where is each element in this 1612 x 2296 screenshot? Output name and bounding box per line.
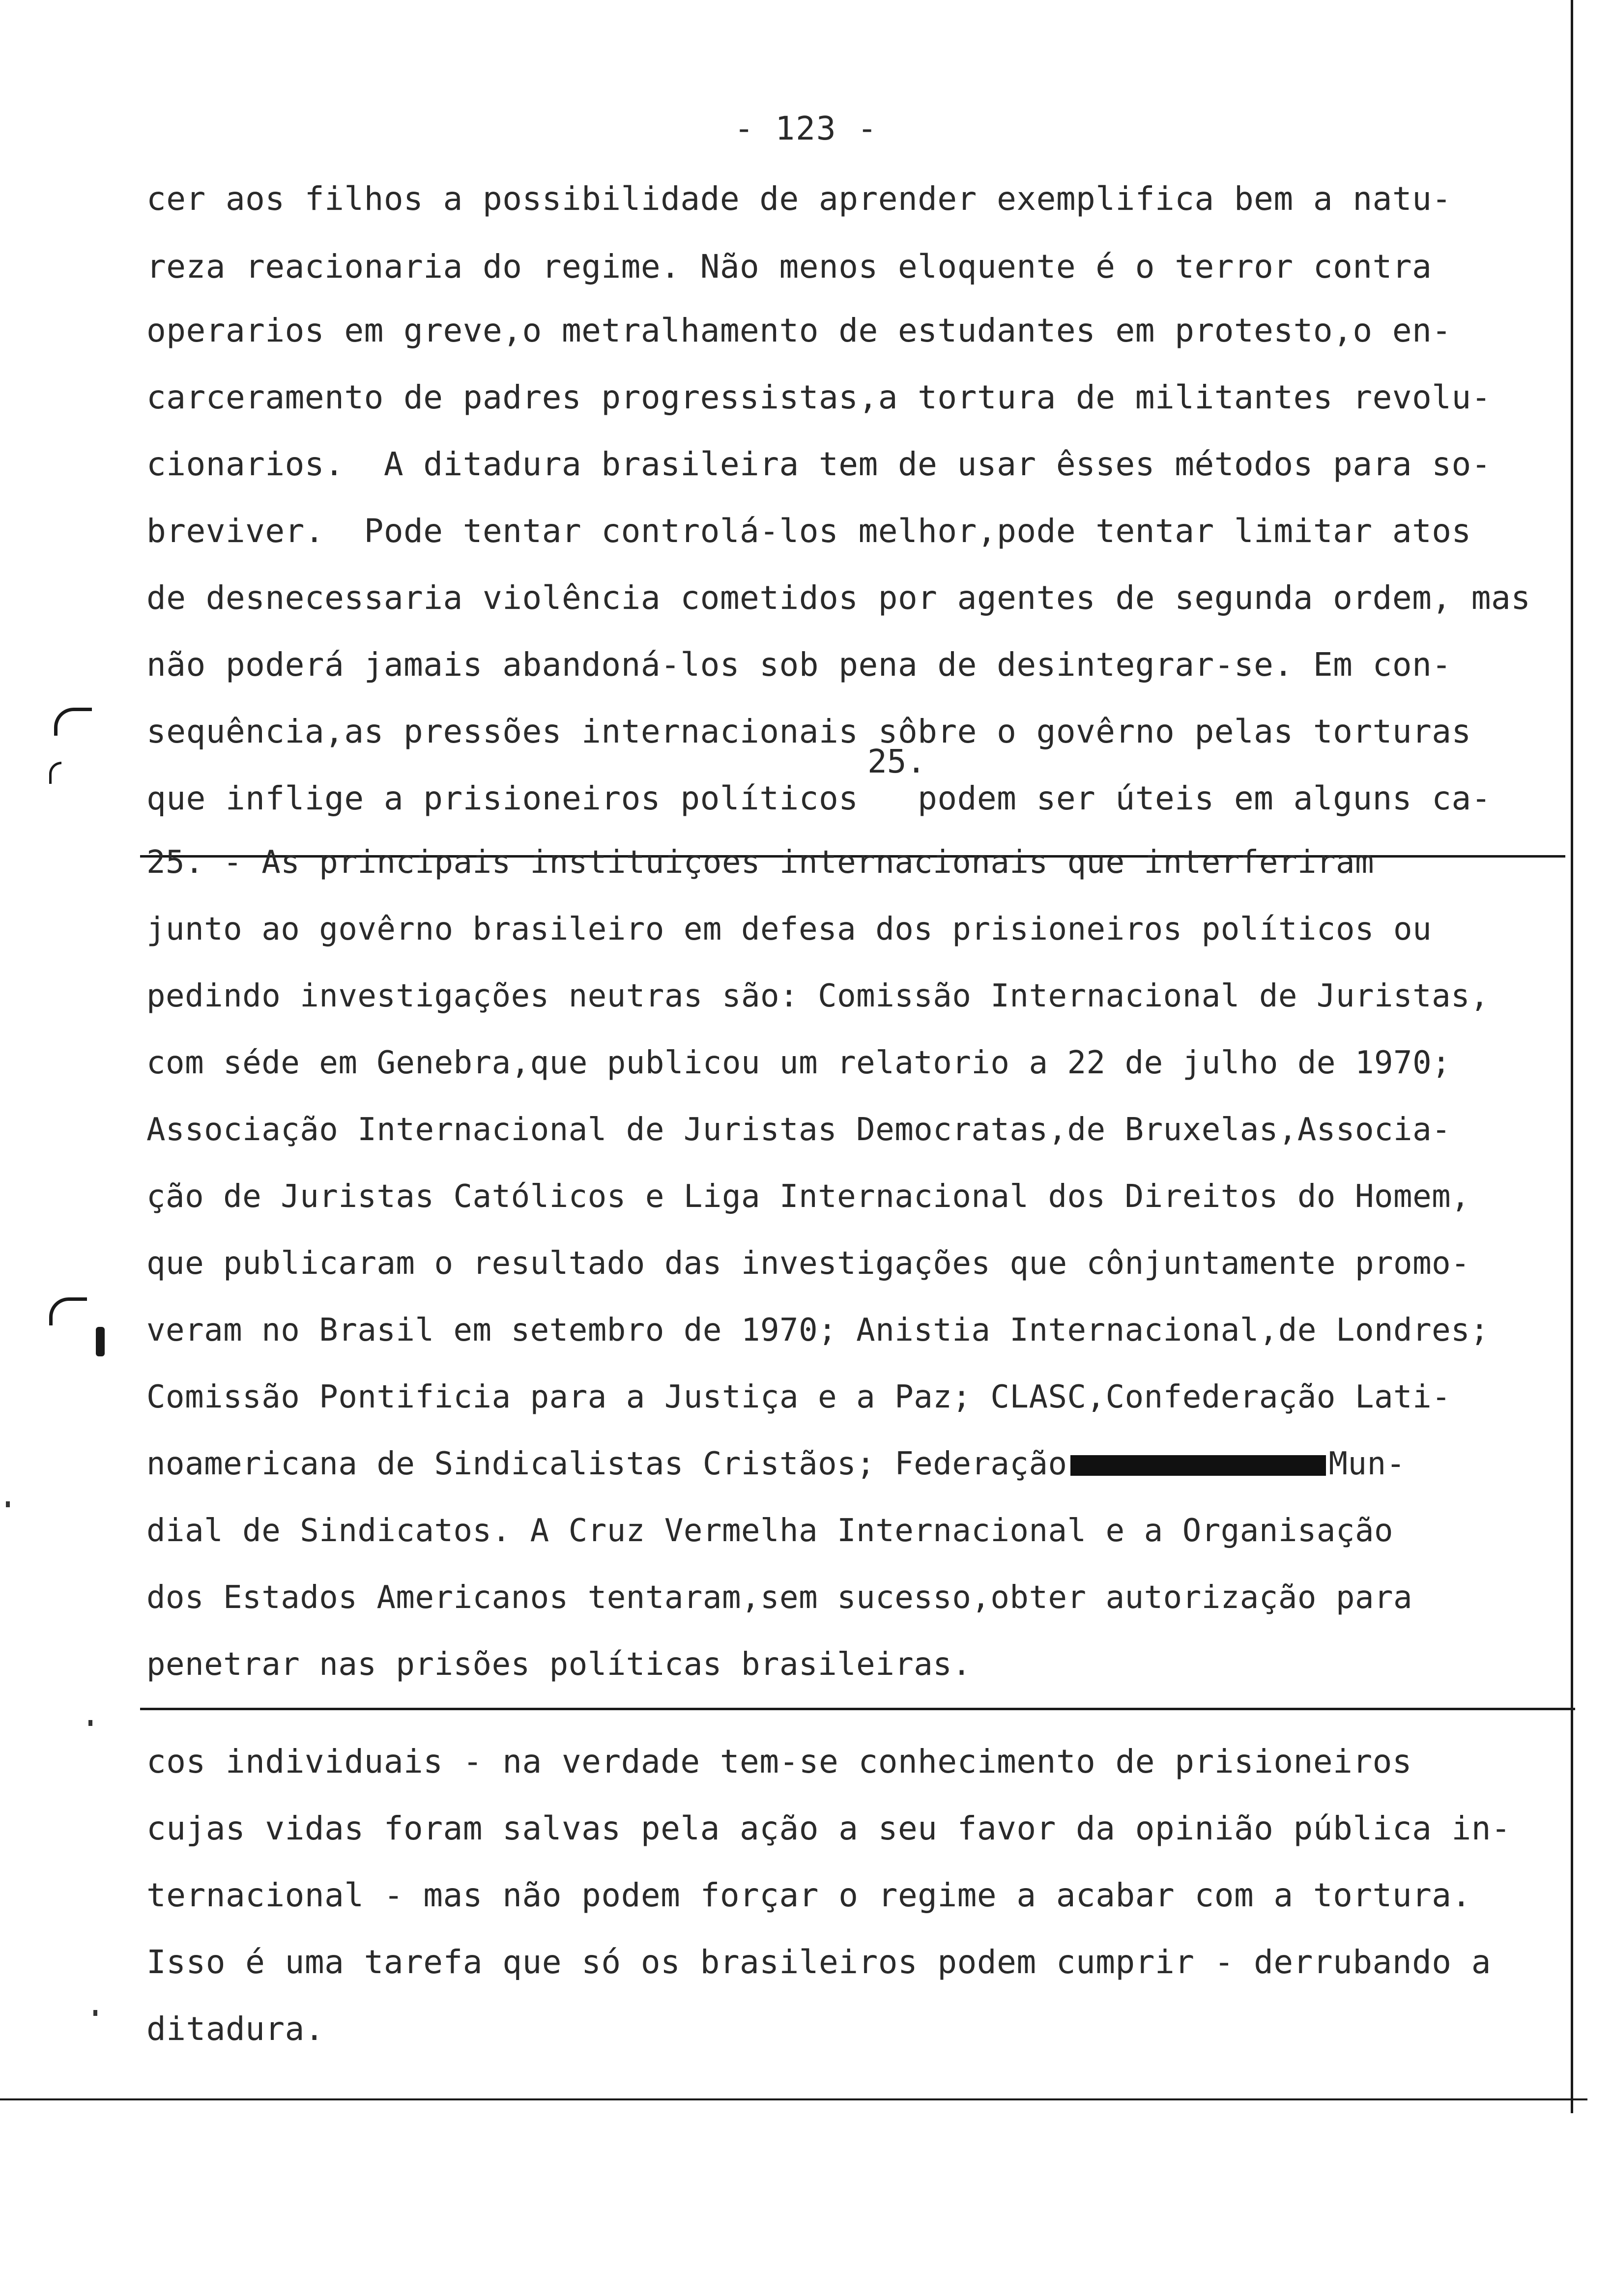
text-line: ternacional - mas não podem forçar o regime a acabar com a tortura. — [146, 1876, 1471, 1914]
margin-dot — [93, 2010, 97, 2016]
margin-dot — [88, 1720, 92, 1726]
text-line: que inflige a prisioneiros políticos podem ser úteis em alguns ca- — [146, 779, 1492, 817]
footnote-line — [146, 1442, 1406, 1486]
margin-ink-mark — [96, 1327, 105, 1356]
text-line: ditadura. — [146, 2010, 325, 2048]
margin-bracket-mark — [54, 708, 92, 736]
footnote-line: com séde em Genebra,que publicou um relatorio a 22 de julho de 1970; — [146, 1045, 1451, 1081]
footnote-line-text: noamericana de Sindicalistas Cristãos; Federação — [146, 1446, 1067, 1482]
margin-tick-mark — [49, 762, 61, 784]
text-line: cionarios. A ditadura brasileira tem de usar êsses métodos para so- — [146, 445, 1492, 483]
text-line: reza reacionaria do regime. Não menos eloquente é o terror contra — [146, 248, 1432, 286]
footnote-line: Comissão Pontificia para a Justiça e a Paz; CLASC,Confederação Lati- — [146, 1379, 1451, 1415]
text-line: operarios em greve,o metralhamento de estudantes em protesto,o en- — [146, 312, 1452, 349]
footnote-reference: 25. — [867, 743, 926, 780]
footnote-line: penetrar nas prisões políticas brasileiras. — [146, 1646, 972, 1683]
text-line: sequência,as pressões internacionais sôbre o govêrno pelas torturas — [146, 713, 1471, 750]
bottom-rule — [0, 2098, 1587, 2100]
text-line: não poderá jamais abandoná-los sob pena de desintegrar-se. Em con- — [146, 646, 1452, 684]
text-line: cos individuais - na verdade tem-se conhecimento de prisioneiros — [146, 1743, 1412, 1780]
text-line: Isso é uma tarefa que só os brasileiros podem cumprir - derrubando a — [146, 1943, 1492, 1981]
footnote-line: veram no Brasil em setembro de 1970; Anistia Internacional,de Londres; — [146, 1312, 1490, 1349]
footnote-line-tail: Mun- — [1328, 1446, 1406, 1482]
redaction-bar — [1070, 1455, 1326, 1476]
footnote-line: Associação Internacional de Juristas Democratas,de Bruxelas,Associa- — [146, 1112, 1451, 1148]
margin-bracket-mark — [49, 1297, 87, 1325]
footnote-line: pedindo investigações neutras são: Comissão Internacional de Juristas, — [146, 978, 1490, 1014]
section-separator — [140, 1708, 1575, 1710]
footnote-line: 25. - As principais instituiçoes internacionais que interferiram — [146, 844, 1374, 881]
footnote-line: junto ao govêrno brasileiro em defesa dos prisioneiros políticos ou — [146, 911, 1432, 947]
right-margin-rule — [1571, 0, 1573, 2113]
margin-dot — [6, 1501, 10, 1507]
text-line: carceramento de padres progressistas,a tortura de militantes revolu- — [146, 378, 1492, 416]
footnote-line: ção de Juristas Católicos e Liga Internacional dos Direitos do Homem, — [146, 1178, 1470, 1215]
text-line: breviver. Pode tentar controlá-los melhor,pode tentar limitar atos — [146, 512, 1471, 550]
footnote-line: que publicaram o resultado das investigações que cônjuntamente promo- — [146, 1245, 1470, 1282]
text-line: de desnecessaria violência cometidos por agentes de segunda ordem, mas — [146, 579, 1531, 617]
page-number: - 123 - — [734, 110, 878, 147]
footnote-line: dos Estados Americanos tentaram,sem sucesso,obter autorização para — [146, 1579, 1413, 1616]
text-line: cer aos filhos a possibilidade de aprender exemplifica bem a natu- — [146, 180, 1452, 218]
footnote-line: dial de Sindicatos. A Cruz Vermelha Internacional e a Organisação — [146, 1513, 1394, 1549]
text-line: cujas vidas foram salvas pela ação a seu favor da opinião pública in- — [146, 1809, 1511, 1847]
